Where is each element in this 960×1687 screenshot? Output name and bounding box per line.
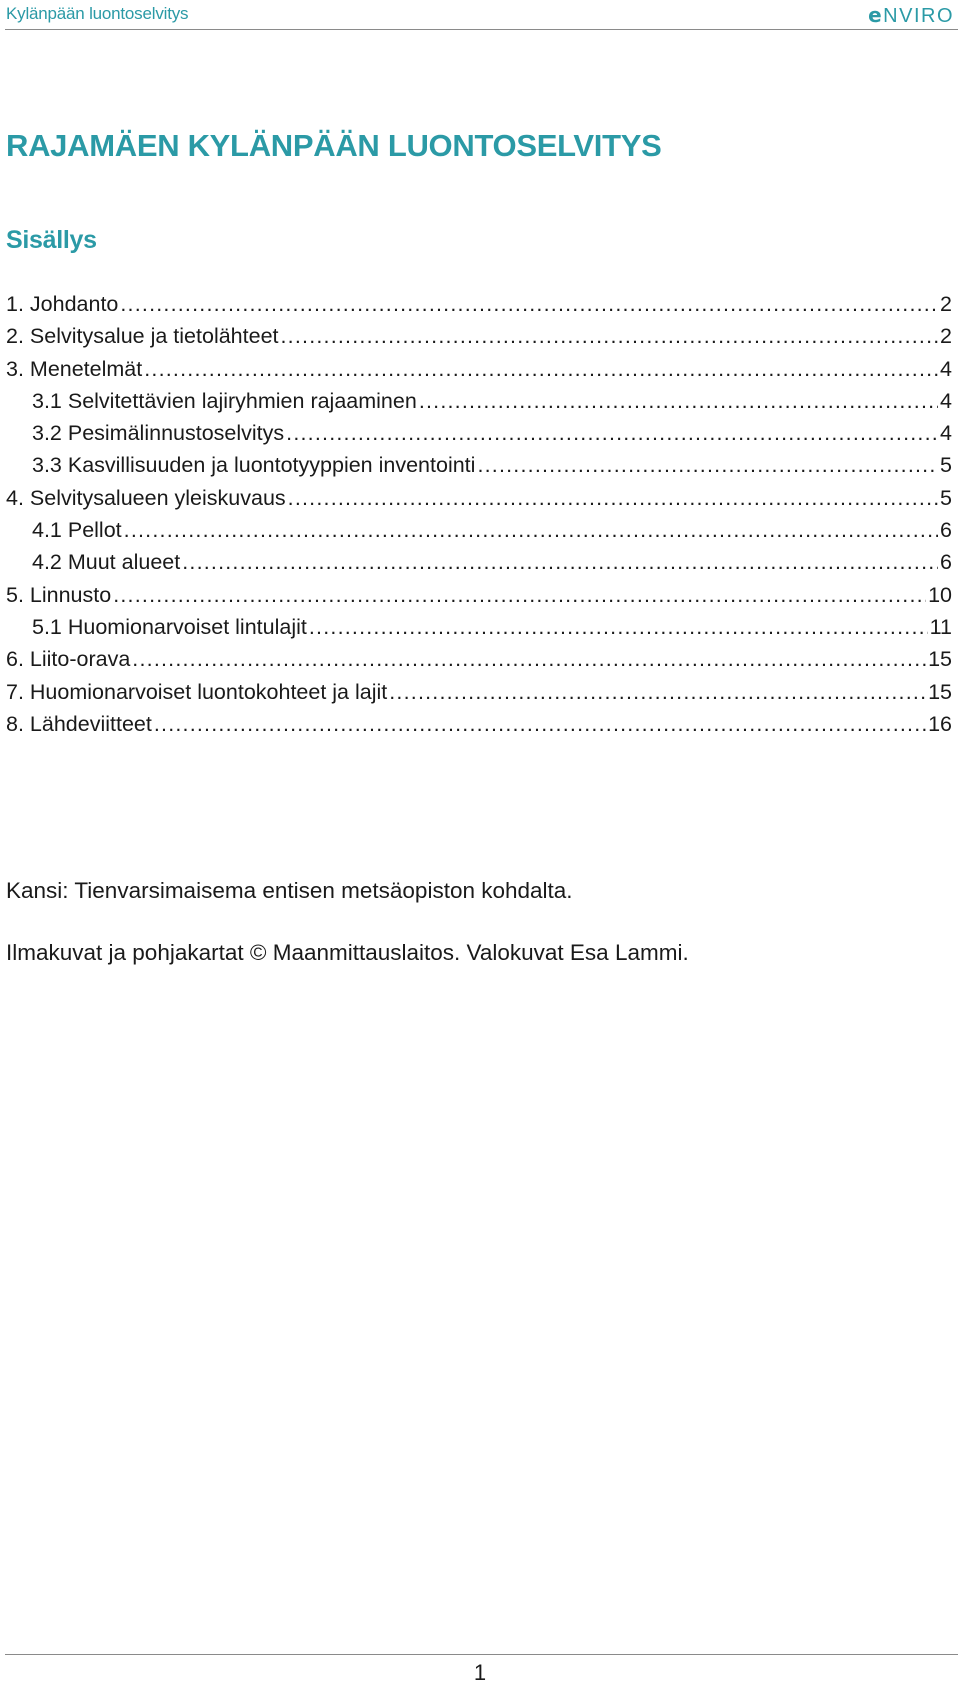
toc-leader-dots (389, 680, 926, 705)
toc-subentry[interactable] (6, 550, 952, 582)
toc-entry-label: 3.3 Kasvillisuuden ja luontotyyppien inventointi (32, 453, 476, 478)
toc-entry-label: 6. Liito-orava (6, 647, 131, 672)
toc-entry[interactable] (6, 292, 952, 324)
toc-entry-page: 10 (928, 582, 952, 607)
logo-rest: NVIRO (883, 5, 954, 27)
footer-divider (5, 1654, 958, 1655)
toc-leader-dots (144, 357, 938, 382)
toc-entry-page: 15 (928, 647, 952, 672)
cover-caption: Kansi: Tienvarsimaisema entisen metsäopiston kohdalta. (6, 878, 573, 903)
logo-first-letter: e (868, 3, 884, 27)
toc-entry-label: 4.1 Pellot (32, 518, 122, 543)
toc-entry[interactable] (6, 357, 952, 389)
toc-entry-page: 15 (928, 679, 952, 704)
toc-entry-page: 11 (929, 614, 952, 639)
toc-leader-dots (286, 421, 938, 446)
toc-entry-label: 4.2 Muut alueet (32, 550, 181, 575)
toc-leader-dots (124, 518, 938, 543)
toc-leader-dots (419, 389, 938, 414)
toc-heading: Sisällys (6, 226, 97, 254)
toc-entry-page: 16 (928, 711, 952, 736)
toc-entry-page: 5 (940, 485, 952, 510)
toc-entry-label: 3.1 Selvitettävien lajiryhmien rajaaminen (32, 388, 417, 413)
running-title: Kylänpään luontoselvitys (6, 4, 189, 23)
toc-entry[interactable] (6, 486, 952, 518)
toc-leader-dots (113, 583, 926, 608)
toc-entry-page: 4 (940, 388, 952, 413)
toc-entry-label: 4. Selvitysalueen yleiskuvaus (6, 485, 286, 510)
toc-leader-dots (288, 486, 938, 511)
toc-entry-page: 5 (940, 453, 952, 478)
toc-leader-dots (154, 712, 926, 737)
toc-entry-page: 4 (940, 421, 952, 446)
toc-entry[interactable] (6, 583, 952, 615)
toc-leader-dots (477, 453, 938, 478)
toc-leader-dots (120, 292, 938, 317)
toc-entry-label: 5.1 Huomionarvoiset lintulajit (32, 614, 307, 639)
toc-entry-label: 3. Menetelmät (6, 356, 143, 381)
document-title: RAJAMÄEN KYLÄNPÄÄN LUONTOSELVITYS (6, 128, 662, 163)
toc-subentry[interactable] (6, 453, 952, 485)
toc-subentry[interactable] (6, 421, 952, 453)
toc-entry-page: 4 (940, 356, 952, 381)
toc-entry-label: 8. Lähdeviitteet (6, 711, 152, 736)
toc-leader-dots (309, 615, 928, 640)
toc-entry[interactable] (6, 647, 952, 679)
toc-subentry[interactable] (6, 389, 952, 421)
toc-leader-dots (281, 324, 939, 349)
toc-leader-dots (132, 647, 926, 672)
toc-entry-page: 2 (940, 324, 952, 349)
toc-entry-page: 6 (940, 550, 952, 575)
toc-entry[interactable] (6, 680, 952, 712)
toc-subentry[interactable] (6, 518, 952, 550)
image-credits: Ilmakuvat ja pohjakartat © Maanmittauslaitos. Valokuvat Esa Lammi. (6, 940, 689, 965)
toc-entry[interactable] (6, 712, 952, 744)
toc-entry-page: 2 (940, 292, 952, 316)
enviro-logo (868, 3, 954, 28)
toc-subentry[interactable] (6, 615, 952, 647)
toc-leader-dots (182, 550, 938, 575)
page-number: 1 (473, 1660, 487, 1685)
toc-entry-label: 3.2 Pesimälinnustoselvitys (32, 421, 285, 446)
toc-entry-label: 2. Selvitysalue ja tietolähteet (6, 324, 279, 349)
toc-entry[interactable] (6, 324, 952, 356)
page-header (5, 0, 958, 30)
toc-entry-page: 6 (940, 518, 952, 543)
table-of-contents (6, 292, 952, 744)
toc-entry-label: 7. Huomionarvoiset luontokohteet ja lajit (6, 679, 388, 704)
toc-entry-label: 5. Linnusto (6, 582, 112, 607)
toc-entry-label: 1. Johdanto (6, 292, 119, 316)
